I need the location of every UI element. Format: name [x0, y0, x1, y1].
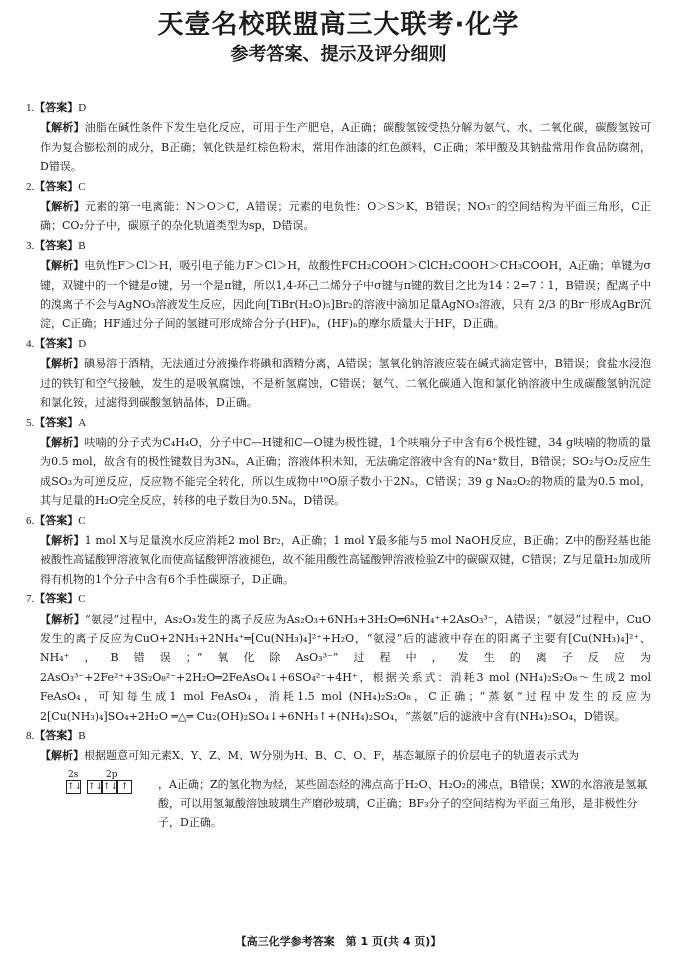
explanation-text: 元素的第一电离能：N＞O＞C，A错误；元素的电负性：O＞S＞K，B错误；NO₃⁻的空间结构为平面三角形，C正确；CO₂分子中，碳原子的杂化轨道类型为sp，D错误。: [40, 200, 651, 233]
explanation: [26, 256, 651, 334]
explain-tag: 【解析】: [40, 749, 84, 763]
answer-value: A: [78, 416, 87, 429]
orbital-box-2p-3: ↑: [117, 780, 132, 794]
answer-value: D: [78, 102, 87, 114]
explanation: [26, 746, 651, 765]
answer-tag: 【答案】: [34, 513, 79, 527]
question-block: [26, 726, 651, 829]
answer-line: [26, 236, 651, 256]
question-number: 6.: [26, 514, 35, 527]
answer-tag: 【答案】: [34, 336, 79, 350]
answer-line: [26, 334, 651, 354]
explanation-text-continued: ，A正确；Z的氢化物为烃，某些固态烃的沸点高于H₂O、H₂O₂的沸点，B错误；XW的水溶液是氢氟酸，可以用氢氟酸溶蚀玻璃生产磨砂玻璃，C正确；BF₃分子的空间结构为平面三角形，是非极性分子，D正确。: [158, 777, 648, 829]
question-number: 2.: [26, 180, 35, 193]
question-block: [26, 177, 651, 236]
explanation: [26, 531, 651, 589]
explain-tag: 【解析】: [40, 200, 85, 214]
answer-line: [26, 177, 651, 197]
orbital-boxes: [66, 780, 132, 794]
page-footer: 【高三化学参考答案 第 1 页(共 4 页)】: [235, 935, 442, 948]
answer-value: C: [78, 180, 86, 193]
explain-tag: 【解析】: [40, 533, 85, 547]
question-number: 8.: [26, 730, 35, 742]
question-number: 7.: [26, 593, 35, 606]
explain-tag: 【解析】: [40, 357, 85, 371]
explain-tag: 【解析】: [40, 612, 86, 626]
explain-tag: 【解析】: [40, 435, 85, 449]
answer-value: B: [78, 239, 86, 252]
explanation-text: 根据题意可知元素X、Y、Z、M、W分别为H、B、C、O、F，基态氟原子的价层电子的轨道表示式为: [84, 749, 580, 763]
page-subtitle: 参考答案、提示及评分细则: [230, 44, 447, 65]
question-block: [26, 511, 651, 590]
answer-tag: 【答案】: [34, 179, 79, 193]
answer-value: D: [78, 337, 87, 350]
orbital-box-2p-1: ↑↓: [88, 781, 104, 792]
explanation: [26, 197, 651, 236]
question-block: [26, 589, 651, 726]
explanation: [26, 354, 651, 412]
explanation-text: “氨浸”过程中，As₂O₃发生的离子反应为As₂O₃+6NH₃+3H₂O═6NH₄⁺+2AsO₃³⁻，A错误；“氨浸”过程中，CuO发生的离子反应为CuO+2NH₃+2NH₄⁺═[Cu(NH₃)₄]²⁺+H₂O，“氨浸”后的滤液中存在的阳离子主要有[Cu(NH₃)₄]²⁺、NH₄⁺，B错误；“氧化除AsO₃³⁻”过程中，发生的离子反应为2AsO₃³⁻+2Fe²⁺+3S₂O₈²⁻+2H₂O═2FeAsO₄↓+6SO₄²⁻+4H⁺，根据关系式：消耗3 mol (NH₄)₂S₂O₈～生成2 mol FeAsO₄，可知每生成1 mol FeAsO₄，消耗1.5 mol (NH₄)₂S₂O₈，C正确；“蒸氨”过程中发生的反应为2[Cu(NH₃)₄]SO₄+2H₂O ═△═ Cu₂(OH)₂SO₄↓+6NH₃↑+(NH₄)₂SO₄，“蒸氨”后的滤液中含有(NH₄)₂SO₄，D错误。: [40, 612, 652, 723]
orbital-box-2s: ↑↓: [67, 781, 83, 792]
question-number: 5.: [26, 416, 35, 429]
explanation: [26, 610, 651, 726]
question-number: 3.: [26, 239, 35, 252]
answer-line: [26, 589, 651, 609]
explain-tag: 【解析】: [40, 259, 85, 273]
answer-tag: 【答案】: [34, 729, 79, 742]
explanation-text: 1 mol X与足量溴水反应消耗2 mol Br₂，A正确；1 mol Y最多能与5 mol NaOH反应，B正确；Z中的酚羟基也能被酸性高锰酸钾溶液氧化而使高锰酸钾溶液褪色，故不能用酸性高锰酸钾溶液检验Z中的碳碳双键，C错误；Z与足量H₂加成所得有机物的1个分子中含有6个手性碳原子，D正确。: [40, 533, 652, 586]
explanation-text: 电负性F＞Cl＞H，吸引电子能力F＞Cl＞H，故酸性FCH₂COOH＞ClCH₂COOH＞CH₃COOH，A正确；单键为σ键，双键中的一个键是σ键，另一个是π键，所以1,4-环己二烯分子中σ键与π键的数目之比为14∶2=7∶1，B错误；配离子中的溴离子不会与AgNO₃溶液发生反应，因此向[TiBr(H₂O)₅]Br₂的溶液中滴加足量AgNO₃溶液，只有 2/3 的Br⁻形成AgBr沉淀，C正确；HF通过分子间的氢键可形成缔合分子(HF)ₙ，(HF)ₙ的摩尔质量大于HF，D正确。: [40, 259, 652, 331]
answer-value: B: [78, 730, 86, 742]
answer-line: [26, 726, 651, 746]
page-title: 天壹名校联盟高三大联考·化学: [157, 10, 520, 40]
orbital-label-2p: 2p: [106, 769, 118, 780]
answer-list: [26, 98, 652, 829]
answer-tag: 【答案】: [34, 415, 79, 429]
orbital-box-2p-2: ↑↓: [103, 781, 119, 792]
question-block: [26, 236, 651, 334]
explanation: [26, 118, 651, 176]
question-block: [26, 334, 651, 413]
explain-tag: 【解析】: [40, 121, 85, 135]
answer-line: [26, 98, 651, 118]
answer-value: C: [78, 593, 86, 606]
orbital-diagram: [26, 766, 651, 829]
question-number: 1.: [26, 102, 35, 114]
question-block: [26, 413, 651, 511]
explanation-text: 呋喃的分子式为C₄H₄O，分子中C—H键和C—O键为极性键，1个呋喃分子中含有6个极性键，34 g呋喃的物质的量为0.5 mol，故含有的极性键数目为3Nₐ，A正确；溶液体积未知，无法确定溶液中含有的Na⁺数目，B错误；SO₂与O₂反应生成SO₃为可逆反应，反应物不能完全转化，所以生成物中¹⁸O原子数小于2Nₐ，C错误；39 g Na₂O₂的物质的量为0.5 mol，其与足量的H₂O完全反应，转移的电子数目为0.5Nₐ，D错误。: [40, 435, 652, 508]
question-number: 4.: [26, 337, 35, 350]
answer-line: [26, 511, 651, 531]
answer-value: C: [78, 514, 86, 527]
explanation-text: 油脂在碱性条件下发生皂化反应，可用于生产肥皂，A正确；碳酸氢铵受热分解为氨气、水、二氧化碳，碳酸氢铵可作为复合膨松剂的成分，B正确；氧化铁是红棕色粉末，常用作油漆的红色颜料，C正确；苯甲酸及其钠盐常用作食品防腐剂，D错误。: [40, 121, 651, 174]
question-block: [26, 98, 651, 177]
answer-line: [26, 413, 651, 433]
answer-tag: 【答案】: [34, 238, 79, 252]
answer-tag: 【答案】: [34, 101, 79, 114]
orbital-label-2s: 2s: [68, 769, 79, 780]
explanation-text: 碘易溶于酒精，无法通过分液操作将碘和酒精分离，A错误；氢氧化钠溶液应装在碱式滴定管中，B错误；食盐水浸泡过的铁钉和空气接触，发生的是吸氧腐蚀，不是析氢腐蚀，C错误；氨气、二氧化碳通入饱和氯化钠溶液中生成碳酸氢钠沉淀和氯化铵，过滤得到碳酸氢钠晶体，D正确。: [40, 357, 651, 410]
explanation: [26, 433, 651, 511]
answer-tag: 【答案】: [34, 592, 79, 606]
